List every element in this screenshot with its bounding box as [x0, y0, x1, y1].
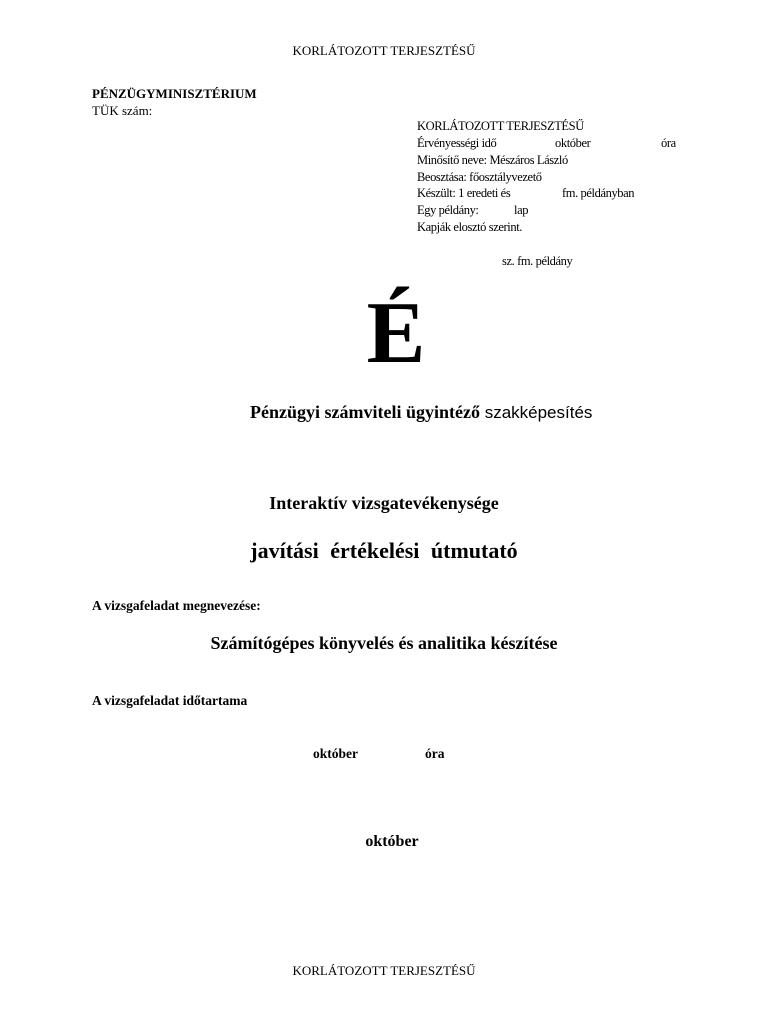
exam-date-month: október: [313, 746, 358, 761]
qualification-title: [250, 402, 592, 423]
copy-number: sz. fm. példány: [502, 254, 573, 268]
tuk-number-label: TÜK szám:: [92, 103, 153, 118]
footer-classification: KORLÁTOZOTT TERJESZTÉSŰ: [292, 963, 476, 978]
qualification-suffix: szakképesítés: [479, 403, 593, 422]
made-copies-prefix: Készült: 1 eredeti és: [417, 186, 511, 200]
classifier-name: Minősítő neve: Mészáros László: [417, 153, 568, 167]
big-letter-e: É: [366, 285, 426, 382]
task-name: Számítógépes könyvelés és analitika készítése: [210, 633, 558, 653]
classifier-position: Beosztása: főosztályvezető: [417, 170, 542, 184]
exam-title: Interaktív vizsgatevékenysége: [269, 493, 499, 513]
header-classification: KORLÁTOZOTT TERJESZTÉSŰ: [292, 43, 476, 58]
validity-month: október: [555, 136, 591, 150]
bottom-month: október: [365, 833, 419, 850]
ministry-name: PÉNZÜGYMINISZTÉRIUM: [92, 86, 257, 101]
validity-label: Érvényességi idő: [417, 136, 497, 150]
validity-hour: óra: [661, 136, 676, 150]
task-name-label: A vizsgafeladat megnevezése:: [92, 598, 261, 613]
guide-title: javítási értékelési útmutató: [250, 538, 518, 563]
one-copy-label: Egy példány:: [417, 203, 479, 217]
qualification-name: Pénzügyi számviteli ügyintéző: [250, 402, 480, 422]
exam-date-hour: óra: [425, 746, 445, 761]
classification-box-title: KORLÁTOZOTT TERJESZTÉSŰ: [417, 119, 584, 133]
made-copies-suffix: fm. példányban: [562, 186, 635, 200]
distribution-note: Kapják elosztó szerint.: [417, 220, 522, 234]
one-copy-unit: lap: [514, 203, 529, 217]
duration-label: A vizsgafeladat időtartama: [92, 693, 248, 708]
